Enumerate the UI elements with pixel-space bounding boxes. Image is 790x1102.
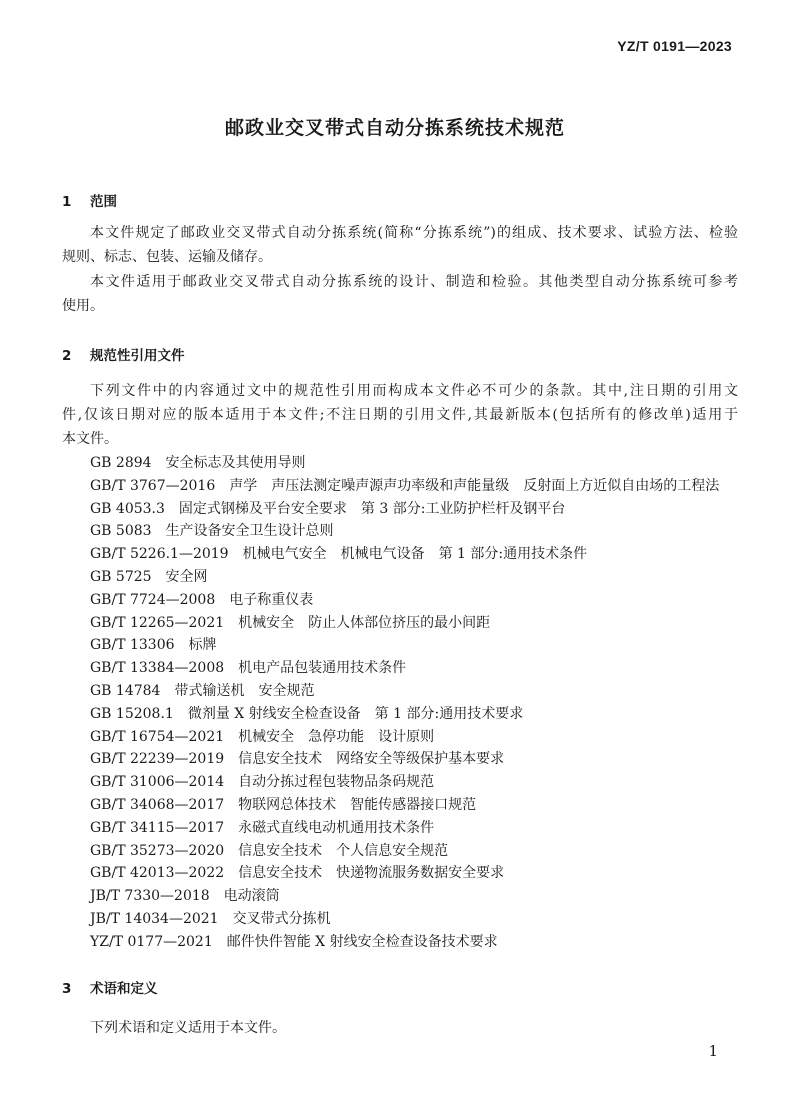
reference-item: GB/T 42013—2022 信息安全技术 快递物流服务数据安全要求 bbox=[90, 865, 505, 882]
reference-item: GB/T 5226.1—2019 机械电气安全 机械电气设备 第 1 部分:通用技术条件 bbox=[90, 546, 588, 563]
reference-item: GB/T 7724—2008 电子称重仪表 bbox=[90, 591, 314, 608]
section-number: 2 bbox=[62, 348, 72, 364]
document-number: YZ/T 0191—2023 bbox=[617, 38, 732, 54]
paragraph-line: 规则、标志、包装、运输及储存。 bbox=[62, 249, 272, 265]
reference-item: GB/T 3767—2016 声学 声压法测定噪声源声功率级和声能量级 反射面上方近似自由场的工程法 bbox=[90, 477, 720, 494]
paragraph-line: 本文件。 bbox=[62, 431, 118, 447]
section-1-heading bbox=[62, 190, 117, 210]
reference-item: GB 5083 生产设备安全卫生设计总则 bbox=[90, 523, 334, 540]
paragraph-line: 本文件规定了邮政业交叉带式自动分拣系统(简称“分拣系统”)的组成、技术要求、试验方法、检验 bbox=[90, 225, 738, 241]
section-title: 术语和定义 bbox=[90, 981, 158, 997]
reference-item: GB/T 13306 标牌 bbox=[90, 637, 217, 654]
reference-item: GB/T 16754—2021 机械安全 急停功能 设计原则 bbox=[90, 728, 435, 745]
paragraph-line: 本文件适用于邮政业交叉带式自动分拣系统的设计、制造和检验。其他类型自动分拣系统可参考 bbox=[90, 274, 738, 290]
document-title: 邮政业交叉带式自动分拣系统技术规范 bbox=[224, 117, 565, 139]
reference-item: GB/T 35273—2020 信息安全技术 个人信息安全规范 bbox=[90, 842, 449, 859]
section-title: 规范性引用文件 bbox=[90, 348, 185, 364]
reference-item: GB 4053.3 固定式钢梯及平台安全要求 第 3 部分:工业防护栏杆及钢平台 bbox=[90, 500, 566, 517]
reference-item: JB/T 14034—2021 交叉带式分拣机 bbox=[90, 911, 331, 927]
paragraph-line: 件,仅该日期对应的版本适用于本文件;不注日期的引用文件,其最新版本(包括所有的修改单)适用于 bbox=[62, 407, 738, 423]
reference-item: GB/T 22239—2019 信息安全技术 网络安全等级保护基本要求 bbox=[90, 751, 505, 768]
reference-item: GB/T 31006—2014 自动分拣过程包装物品条码规范 bbox=[90, 774, 435, 791]
reference-item: GB 5725 安全网 bbox=[90, 569, 208, 585]
section-number: 3 bbox=[62, 981, 72, 997]
reference-item: YZ/T 0177—2021 邮件快件智能 X 射线安全检查设备技术要求 bbox=[90, 933, 498, 950]
section-3-heading bbox=[62, 977, 158, 997]
paragraph-line: 使用。 bbox=[62, 298, 104, 314]
reference-item: GB/T 34068—2017 物联网总体技术 智能传感器接口规范 bbox=[90, 797, 477, 813]
reference-item: JB/T 7330—2018 电动滚筒 bbox=[90, 888, 280, 905]
reference-item: GB 2894 安全标志及其使用导则 bbox=[90, 455, 306, 471]
paragraph-line: 下列文件中的内容通过文中的规范性引用而构成本文件必不可少的条款。其中,注日期的引用文 bbox=[90, 383, 738, 399]
section-2-heading bbox=[62, 344, 185, 364]
paragraph-line: 下列术语和定义适用于本文件。 bbox=[90, 1020, 286, 1036]
section-title: 范围 bbox=[90, 194, 117, 210]
reference-item: GB/T 34115—2017 永磁式直线电动机通用技术条件 bbox=[90, 819, 435, 836]
reference-item: GB 15208.1 微剂量 X 射线安全检查设备 第 1 部分:通用技术要求 bbox=[90, 705, 524, 722]
section-number: 1 bbox=[62, 194, 72, 210]
reference-item: GB 14784 带式输送机 安全规范 bbox=[90, 683, 315, 699]
page-number: 1 bbox=[708, 1042, 718, 1060]
reference-item: GB/T 12265—2021 机械安全 防止人体部位挤压的最小间距 bbox=[90, 614, 491, 631]
reference-item: GB/T 13384—2008 机电产品包装通用技术条件 bbox=[90, 660, 407, 677]
